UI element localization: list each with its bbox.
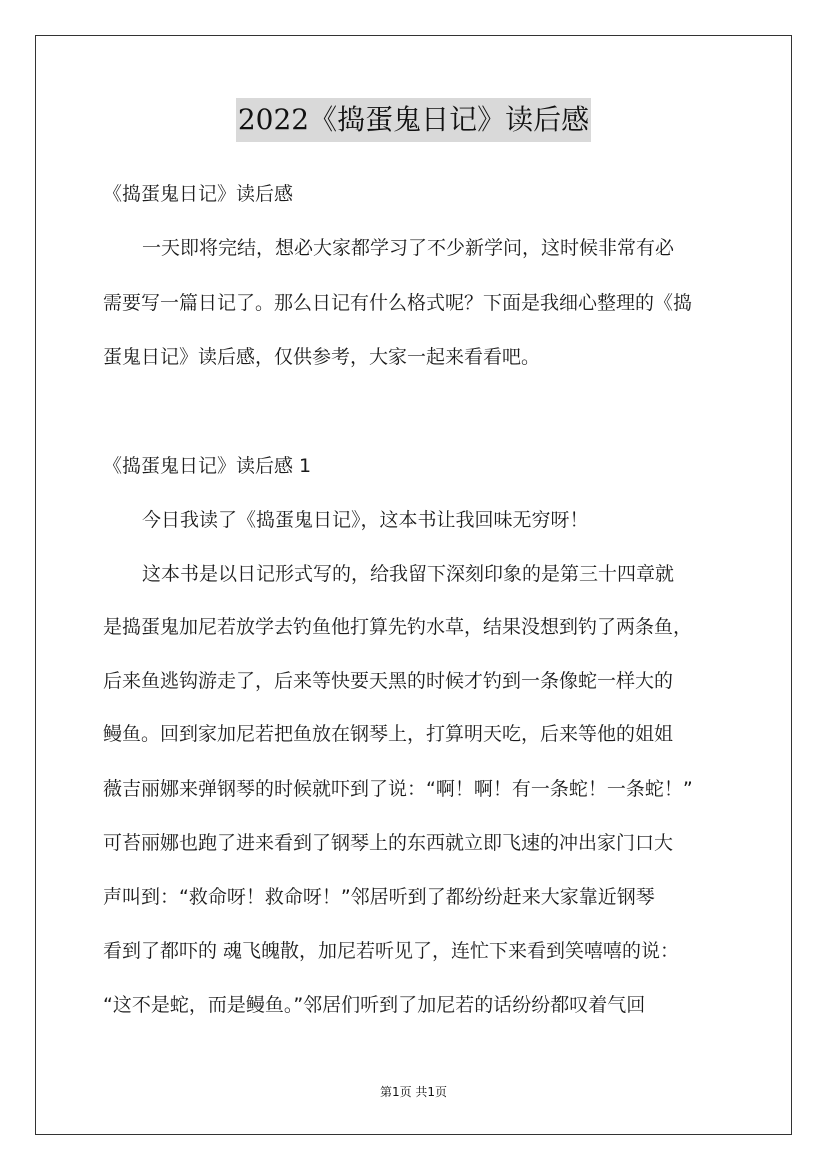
body-line: “这不是蛇，而是鳗鱼。”邻居们听到了加尼若的话纷纷都叹着气回 <box>103 994 646 1016</box>
body-line: 后来鱼逃钩游走了，后来等快要天黑的时候才钓到一条像蛇一样大的 <box>103 670 674 692</box>
section-heading: 《捣蛋鬼日记》读后感 1 <box>103 455 312 477</box>
body-line: 是捣蛋鬼加尼若放学去钓鱼他打算先钓水草，结果没想到钓了两条鱼， <box>103 616 693 638</box>
body-line: 这本书是以日记形式写的，给我留下深刻印象的是第三十四章就 <box>142 563 675 585</box>
intro-line: 需要写一篇日记了。那么日记有什么格式呢？下面是我细心整理的《捣 <box>103 292 693 314</box>
body-line: 看到了都吓的 魂飞魄散，加尼若听见了，连忙下来看到笑嘻嘻的说： <box>103 940 680 962</box>
body-line: 薇吉丽娜来弹钢琴的时候就吓到了说：“啊！啊！有一条蛇！一条蛇！” <box>103 778 693 800</box>
body-line: 鳗鱼。回到家加尼若把鱼放在钢琴上，打算明天吃，后来等他的姐姐 <box>103 723 674 745</box>
body-line: 今日我读了《捣蛋鬼日记》，这本书让我回味无穷呀！ <box>142 509 589 531</box>
page-footer: 第1页 共1页 <box>379 1085 448 1099</box>
intro-line: 蛋鬼日记》读后感，仅供参考，大家一起来看看吧。 <box>103 346 541 368</box>
intro-line: 一天即将完结，想必大家都学习了不少新学问，这时候非常有必 <box>142 237 675 259</box>
document-title: 2022《捣蛋鬼日记》读后感 <box>236 98 591 142</box>
title-container <box>0 98 827 142</box>
document-subtitle: 《捣蛋鬼日记》读后感 <box>103 183 294 205</box>
body-line: 声叫到：“救命呀！救命呀！”邻居听到了都纷纷赶来大家靠近钢琴 <box>103 886 655 908</box>
body-line: 可苔丽娜也跑了进来看到了钢琴上的东西就立即飞速的冲出家门口大 <box>103 832 674 854</box>
